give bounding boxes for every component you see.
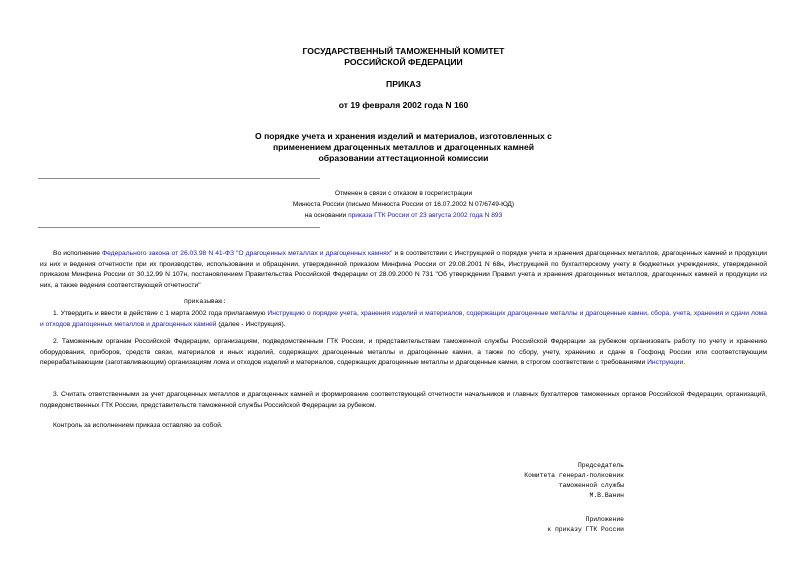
status-note: Отменен в связи с отказом в госрегистрации Минюста России (письмо Минюста России от 16.07.2002 N 07/6749-ЮД) на основании приказа ГТК России от 23 августа 2002 года N 893 <box>292 190 515 219</box>
federal-law-link[interactable]: Федерального закона от 26.03.98 N 41-ФЗ "О драгоценных металлах и драгоценных камнях" <box>102 250 393 257</box>
divider-bottom <box>38 227 320 228</box>
divider-top <box>38 178 320 179</box>
paragraph-1: 1. Утвердить и ввести в действие с 1 марта 2002 года прилагаемую Инструкцию о порядке учета, хранения изделий и материалов, содержащих драгоценные металлы и драгоценные камни, сбора, учета, хранения и сдачи лома и отходов драгоценных металлов и драгоценных камней (далее - Инструкция). <box>40 310 767 328</box>
committee-name: ГОСУДАРСТВЕННЫЙ ТАМОЖЕННЫЙ КОМИТЕТ РОССИЙСКОЙ ФЕДЕРАЦИИ <box>302 46 505 67</box>
document-title: О порядке учета и хранения изделий и материалов, изготовленных с применением драгоценных металлов и драгоценных камней образовании аттестационной комиссии <box>255 131 552 163</box>
cancel-order-link[interactable]: приказа ГТК России от 23 августа 2002 года N 893 <box>348 212 503 219</box>
paragraph-2: 2. Таможенным органам Российской Федерации, организациям, подведомственным ГТК России, и представительствам таможенной службы Российской Федерации за рубежом организовать работу по учету и хранению оборудования, приборов, средств связи, материалов и иных изделий, содержащих драгоценные металлы и драгоценные камни, а также по сбору, учету, хранению и сдаче в Госфонд России или соответствующим перерабатывающим (заготавливающим) организациям лома и отходов изделий и материалов, содержащих драгоценные металлы и драгоценные камни, в строгом соответствии с требованиями Инструкции. <box>40 338 767 366</box>
instruction-short-link[interactable]: Инструкции <box>647 359 684 366</box>
paragraph-3: 3. Считать ответственными за учет драгоценных металлов и драгоценных камней и формирование соответствующей отчетности начальников и главных бухгалтеров таможенных органов Российской Федерации, организаций, подведомственных ГТК России, представительств таможенной службы Российской Федерации за рубежом. <box>40 391 767 409</box>
appendix-note: Приложение к приказу ГТК России <box>547 516 624 533</box>
preamble-paragraph: Во исполнение Федерального закона от 26.03.98 N 41-ФЗ "О драгоценных металлах и драгоценных камнях" и в соответствии с Инструкцией о порядке учета и хранения драгоценных металлов, драгоценных камней и продукции из них и ведения отчетности при их производстве, использовании и обращении, утвержденной приказом Минфина России от 29.08.2001 N 68н, Инструкцией по бухгалтерскому учету в бюджетных учреждениях, утвержденной приказом Минфина России от 30.12.99 N 107н, постановлением Правительства Российской Федерации от 28.09.2000 N 731 "Об утверждении Правил учета и хранения драгоценных металлов, драгоценных камней и продукции из них, а также ведения соответствующей отчетности" <box>40 250 767 289</box>
paragraph-4: Контроль за исполнением приказа оставляю за собой. <box>53 422 223 429</box>
document-date: от 19 февраля 2002 года N 160 <box>338 100 469 110</box>
instruction-link[interactable]: Инструкцию о порядке учета, хранения изделий и материалов, содержащих драгоценные металлы и драгоценные камни, сбора, учета, хранения и сдачи лома и отходов драгоценных металлов и драгоценных камней <box>40 310 767 328</box>
prikazyvayu-label: приказываю: <box>184 298 227 305</box>
document-type: ПРИКАЗ <box>386 79 421 89</box>
signature-block: Председатель Комитета генерал-полковник таможенной службы М.В.Ванин <box>524 462 624 499</box>
